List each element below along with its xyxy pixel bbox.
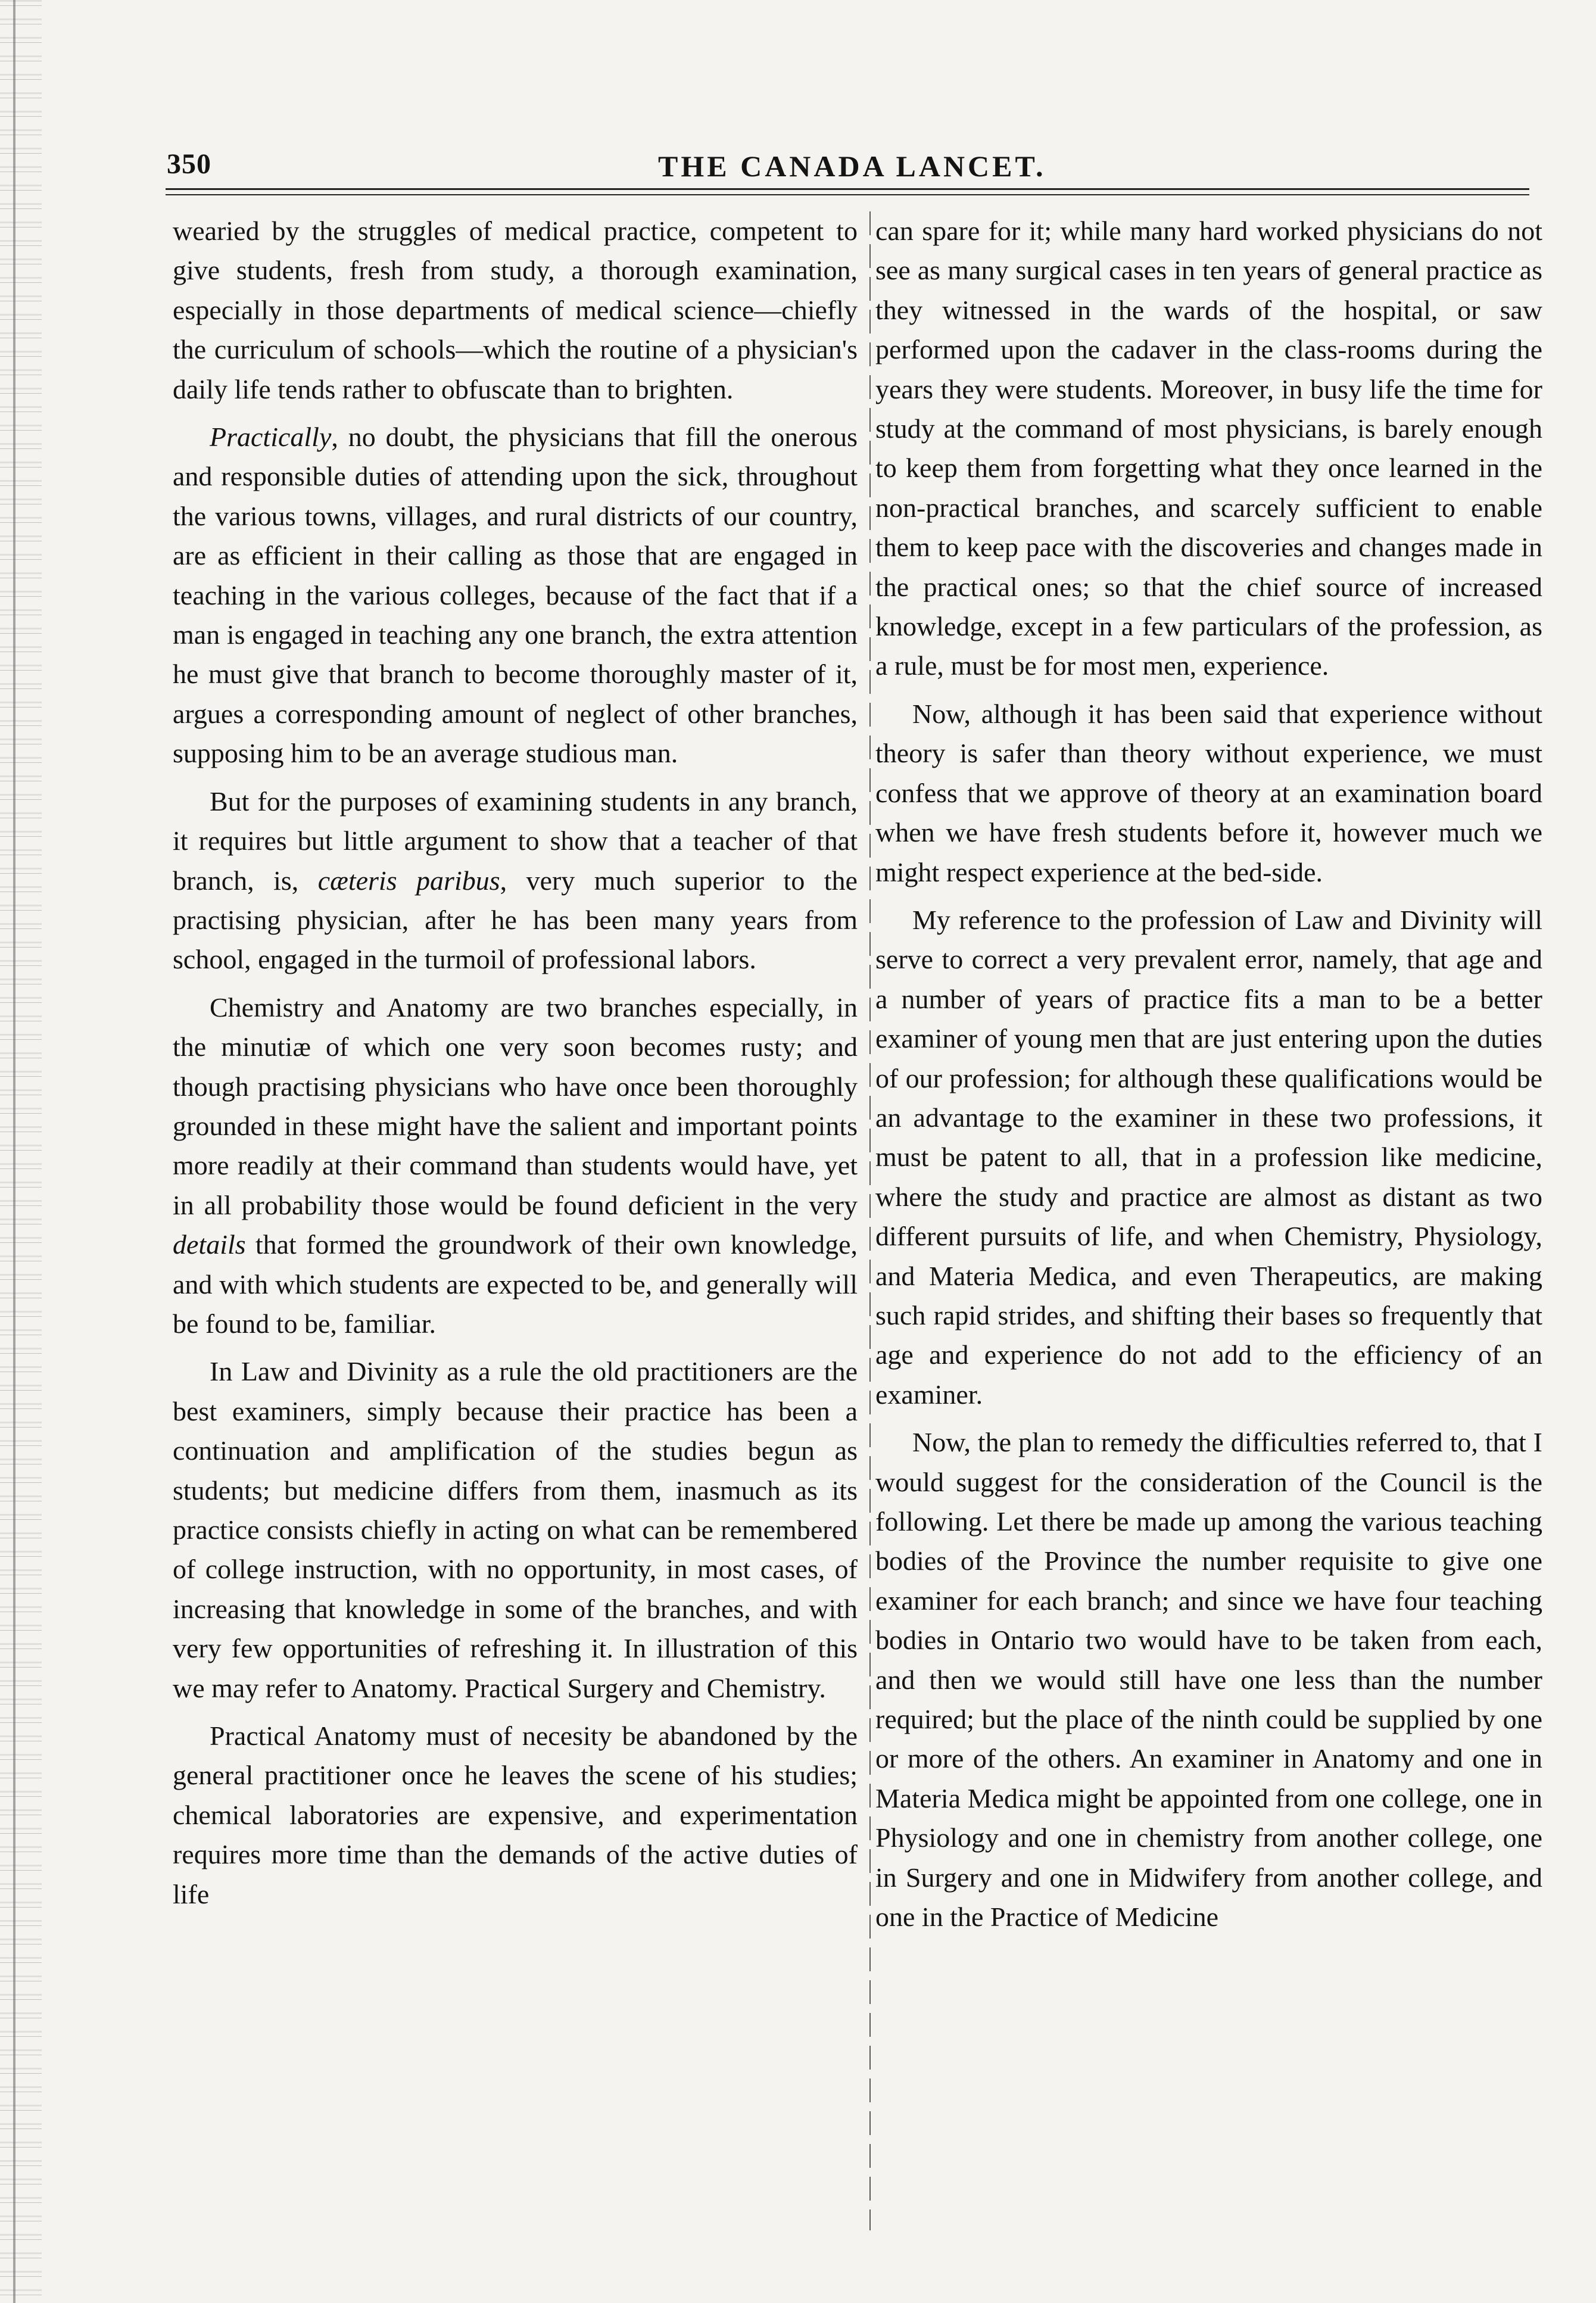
- paragraph: [875, 211, 1542, 686]
- text-run: Now, although it has been said that experience without theory is safer than theory without experience, we must confess that we approve of theory at an examination board when we have fresh students before it, however much we might respect experience at the bed-side.: [875, 698, 1542, 887]
- text-run: Now, the plan to remedy the difficulties referred to, that I would suggest for the consideration of the Council is the following. Let there be made up among the various teaching bodies of the Province the number requisite to give one examiner for each branch; and since we have four teaching bodies in Ontario two would have to be taken from each, and then we would still have one less than the number required; but the place of the ninth could be supplied by one or more of the others. An examiner in Anatomy and one in Materia Medica might be appointed from one college, one in Physiology and one in chemistry from another college, one in Surgery and one in Midwifery from another college, and one in the Practice of Medicine: [875, 1427, 1542, 1933]
- right-text-column: [875, 211, 1542, 1937]
- text-run: can spare for it; while many hard worked physicians do not see as many surgical cases in ten years of general practice as they witnessed in the wards of the hospital, or saw performed upon the cadaver in the class-rooms during the years they were students. Moreover, in busy life the time for study at the command of most physicians, is barely enough to keep them from forgetting what they once learned in the non-practical branches, and scarcely sufficient to enable them to keep pace with the discoveries and changes made in the practical ones; so that the chief source of increased knowledge, except in a few particulars of the profession, as a rule, must be for most men, experience.: [875, 216, 1542, 681]
- text-run: Chemistry and Anatomy are two branches especially, in the minutiæ of which one very soon becomes rusty; and though practising physicians who have once been thoroughly grounded in these might have the salient and important points more readily at their command than students would have, yet in all probability those would be found deficient in the very: [173, 992, 858, 1220]
- text-run: wearied by the struggles of medical practice, competent to give students, fresh from study, a thorough examination, especially in those departments of medical science—chiefly the curriculum of schools—which the routine of a physician's daily life tends rather to obfuscate than to brighten.: [173, 216, 858, 404]
- italic-text: Practically: [210, 422, 332, 453]
- paragraph: [173, 782, 858, 980]
- italic-text: details: [173, 1229, 246, 1260]
- paragraph: [173, 211, 858, 409]
- text-run: Practical Anatomy must of necesity be abandoned by the general practitioner once he leaves the scene of his studies; chemical laboratories are expensive, and experimentation requires more time than the demands of the active duties of life: [173, 1721, 858, 1909]
- paragraph: [875, 694, 1542, 892]
- text-run: , no doubt, the physicians that fill the onerous and responsible duties of attending upon the sick, throughout the various towns, villages, and rural districts of our country, are as efficient in their calling as those that are engaged in teaching in the various colleges, because of the fact that if a man is engaged in teaching any one branch, the extra attention he must give that branch to become thoroughly master of it, argues a corresponding amount of neglect of other branches, supposing him to be an average studious man.: [173, 422, 858, 769]
- paragraph: [173, 1716, 858, 1914]
- column-divider: [869, 211, 871, 2230]
- header-rule-thin: [166, 194, 1529, 195]
- paragraph: [173, 1352, 858, 1708]
- paragraph: [875, 900, 1542, 1414]
- page-number: 350: [167, 148, 211, 180]
- header-rule: [166, 188, 1529, 190]
- page-binding-edge: [0, 0, 42, 2303]
- paragraph: [173, 417, 858, 774]
- italic-text: cæteris paribus: [317, 865, 500, 896]
- left-text-column: [173, 211, 858, 1914]
- journal-title: THE CANADA LANCET.: [658, 149, 1046, 183]
- text-run: But for the purposes of examining students in any branch, it requires but little argument to show that a teacher of that branch, is,: [173, 786, 858, 896]
- paragraph: [173, 988, 858, 1344]
- paragraph: [875, 1423, 1542, 1937]
- text-run: My reference to the profession of Law and Divinity will serve to correct a very prevalent error, namely, that age and a number of years of practice fits a man to be a better examiner of young men that are just entering upon the duties of our profession; for although these qualifications would be an advantage to the examiner in these two professions, it must be patent to all, that in a profession like medicine, where the study and practice are almost as distant as two different pursuits of life, and when Chemistry, Physiology, and Materia Medica, and even Therapeutics, are making such rapid strides, and shifting their bases so frequently that age and experience do not add to the efficiency of an examiner.: [875, 904, 1542, 1410]
- text-run: that formed the groundwork of their own knowledge, and with which students are expected to be, and generally will be found to be, familiar.: [173, 1229, 858, 1339]
- text-run: In Law and Divinity as a rule the old practitioners are the best examiners, simply because their practice has been a continuation and amplification of the studies begun as students; but medicine differs from them, inasmuch as its practice consists chiefly in acting on what can be remembered of college instruction, with no opportunity, in most cases, of increasing that knowledge in some of the branches, and with very few opportunities of refreshing it. In illustration of this we may refer to Anatomy. Practical Surgery and Chemistry.: [173, 1356, 858, 1703]
- text-run: , very much superior to the practising physician, after he has been many years from school, engaged in the turmoil of professional labors.: [173, 865, 858, 975]
- binding-shadow-line: [13, 0, 15, 2303]
